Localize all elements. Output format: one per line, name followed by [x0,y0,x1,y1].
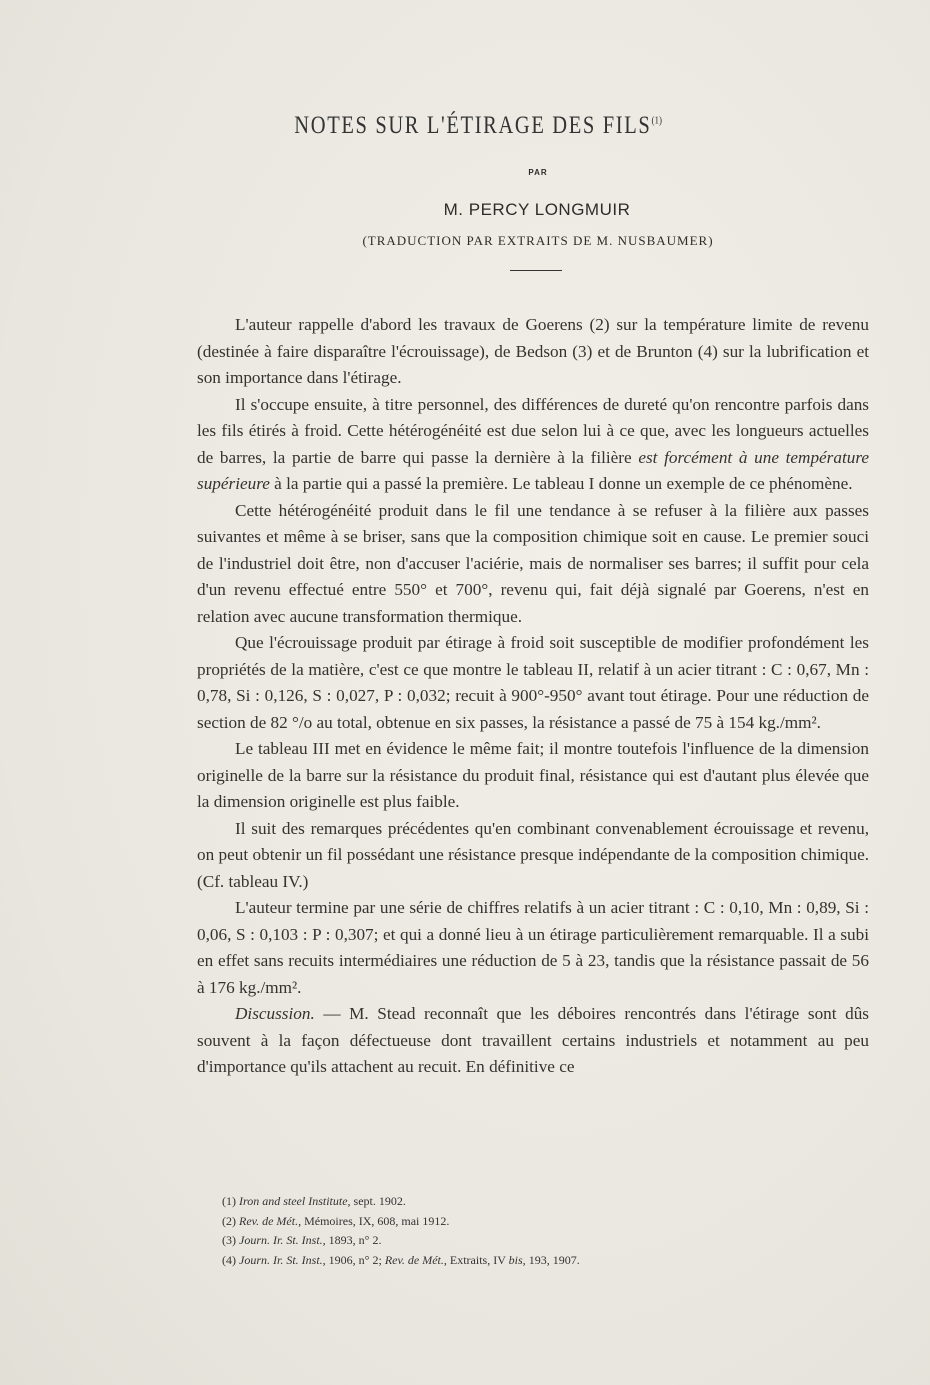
article-body [197,312,869,1081]
footnote-text: sept. 1902. [350,1194,406,1208]
footnote-source: Rev. de Mét., [239,1213,302,1228]
title-separator-rule [510,270,562,271]
title-footnote-marker: (1) [651,114,662,127]
footnote [222,1231,822,1251]
paragraph-text: Le tableau III met en évidence le même fait; il montre toutefois l'influence de la dimension originelle de la barre sur la résistance du produit final, résistance qui est d'autant plus élevée que la dimension originelle est plus faible. [197,739,869,811]
footnote [222,1192,822,1212]
paragraph-text: Il s'occupe ensuite, à titre personnel, des différences de dureté qu'on rencontre parfois dans les fils étirés à froid. Cette hétérogénéité est due selon lui à ce que, avec les longueurs actuelles de barres, la partie de barre qui passe la dernière à la filière [197,394,869,467]
article-title [97,112,860,140]
footnote-text: 1906, n° 2; [325,1252,385,1267]
footnotes [222,1192,822,1270]
paragraph [197,392,869,498]
footnote-text: Mémoires, IX, 608, mai 1912. [301,1213,450,1228]
footnote-number: (4) [222,1252,236,1267]
paragraph [197,630,869,736]
footnote-text: 1893, n° 2. [325,1233,382,1247]
paragraph [197,816,869,896]
footnote-number: (3) [222,1233,236,1247]
paragraph-text: Que l'écrouissage produit par étirage à froid soit susceptible de modifier profondément les propriétés de la matière, c'est ce que montre le tableau II, relatif à un acier titrant : C : 0,67, Mn : 0,78, Si : 0,126, S : 0,027, P : 0,032; recuit à 900°-950° avant tout étirage. Pour une réduction de section de 82 °/o au total, obtenue en six passes, la résistance a passé de 75 à 154 kg./mm². [197,633,869,732]
footnote-source: Iron and steel Institute, [239,1194,351,1208]
footnote-text: 193, 1907. [525,1252,580,1267]
paragraph [197,736,869,816]
footnote-number: (1) [222,1194,236,1208]
paragraph-emphasis: Discussion. [235,1004,315,1023]
paragraph [197,498,869,631]
paragraph-text: Cette hétérogénéité produit dans le fil une tendance à se refuser à la filière aux passes suivantes et même à se briser, sans que la composition chimique soit en cause. Le premier souci de l'industriel doit être, non d'accuser l'aciérie, mais de normaliser ses barres; il suffit pour cela d'un revenu effectué entre 550° et 700°, revenu qui, fait déjà signalé par Goerens, n'est en relation avec aucune transformation thermique. [197,500,869,626]
translation-note: (TRADUCTION PAR EXTRAITS DE M. NUSBAUMER) [362,233,714,248]
footnote-emphasis: bis, [508,1252,526,1267]
footnote-source: Journ. Ir. St. Inst., [239,1233,326,1247]
byline-par: PAR [528,168,548,177]
footnote-source: Journ. Ir. St. Inst., [239,1252,326,1267]
paragraph-emphasis: est forcément à une température supérieure [197,447,869,493]
footnote-text: Extraits, IV [446,1252,509,1267]
paragraph [197,895,869,1001]
author-name: M. PERCY LONGMUIR [443,200,631,219]
paragraph-text: L'auteur rappelle d'abord les travaux de Goerens (2) sur la température limite de revenu (destinée à faire disparaître l'écrouissage), de Bedson (3) et de Brunton (4) sur la lubrification et son importance dans l'étirage. [197,315,869,387]
footnote-number: (2) [222,1213,236,1228]
paragraph [197,312,869,392]
paragraph-text: L'auteur termine par une série de chiffres relatifs à un acier titrant : C : 0,10, Mn : 0,89, Si : 0,06, S : 0,103 : P : 0,307; et qui a donné lieu à un étirage particulièrement remarquable. Il a subi en effet sans recuits intermédiaires une réduction de 5 à 23, tandis que la résistance passait de 56 à 176 kg./mm². [197,898,869,997]
paragraph-text: Il suit des remarques précédentes qu'en combinant convenablement écrouissage et revenu, on peut obtenir un fil possédant une résistance presque indépendante de la composition chimique. (Cf. tableau IV.) [197,818,869,891]
title-text: NOTES SUR L'ÉTIRAGE DES FILS [294,112,652,139]
paragraph-text: à la partie qui a passé la première. Le tableau I donne un exemple de ce phénomène. [269,474,853,493]
footnote [222,1212,822,1232]
footnote [222,1251,822,1271]
paragraph [197,1001,869,1081]
footnote-source: Rev. de Mét., [384,1252,447,1267]
paragraph-text: — M. Stead reconnaît que les déboires rencontrés dans l'étirage sont dûs souvent à la façon défectueuse dont travaillent certains industriels et notamment au peu d'importance qu'ils attachent au recuit. En définitive ce [197,1004,869,1076]
